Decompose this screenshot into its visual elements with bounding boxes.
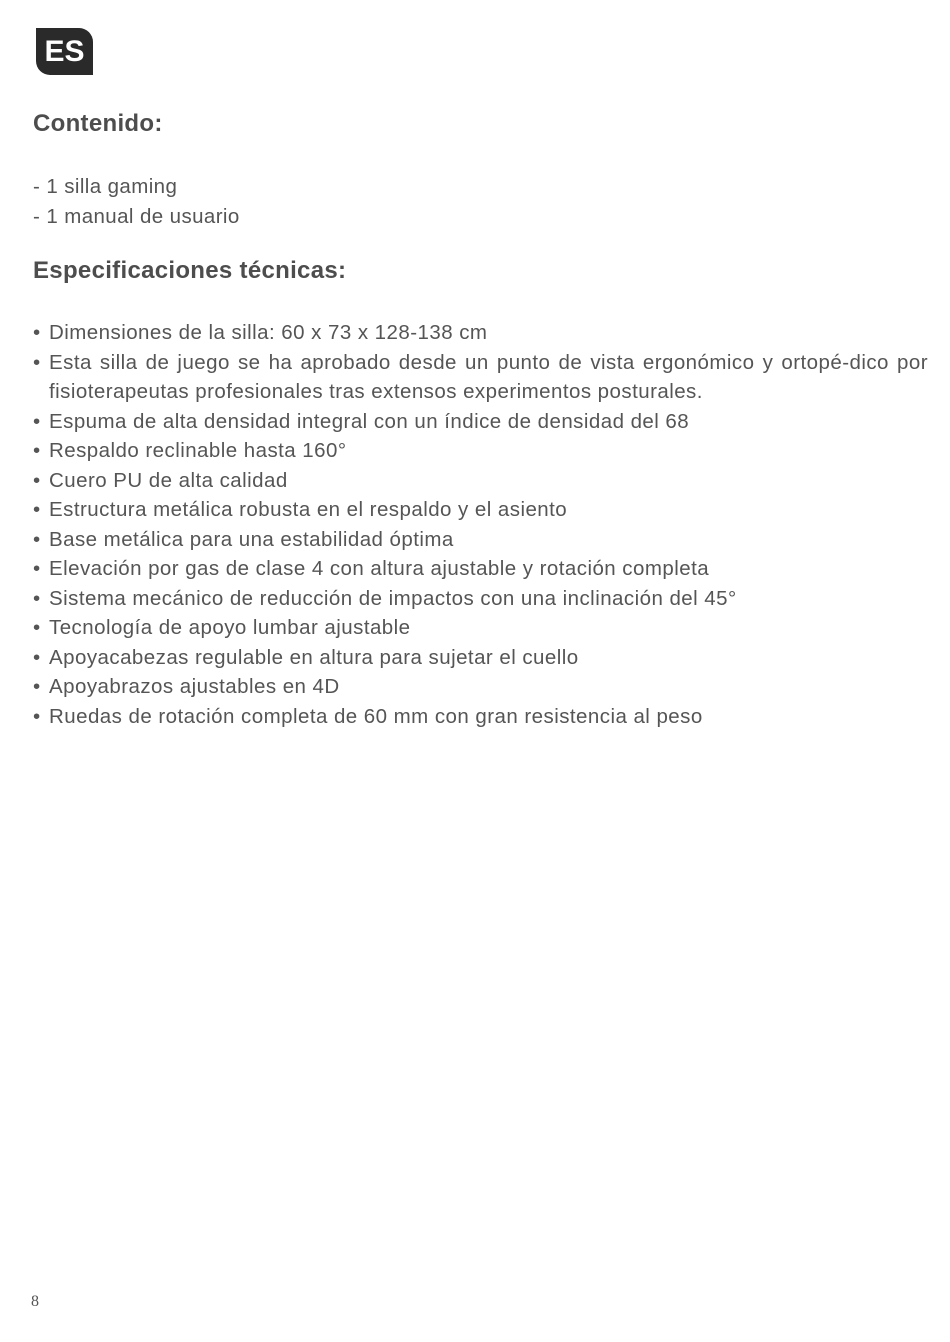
contents-heading: Contenido: — [33, 110, 163, 137]
specs-list — [33, 318, 928, 731]
spec-item: • Ruedas de rotación completa de 60 mm con gran resistencia al peso — [33, 702, 928, 732]
spec-item: • Cuero PU de alta calidad — [33, 466, 928, 496]
spec-item: • Elevación por gas de clase 4 con altura ajustable y rotación completa — [33, 554, 928, 584]
spec-item: • Respaldo reclinable hasta 160° — [33, 436, 928, 466]
specs-heading: Especificaciones técnicas: — [33, 257, 347, 284]
language-badge: ES — [36, 28, 93, 75]
spec-item: • Sistema mecánico de reducción de impactos con una inclinación del 45° — [33, 584, 928, 614]
spec-item: • Espuma de alta densidad integral con un índice de densidad del 68 — [33, 407, 928, 437]
contents-item: - 1 manual de usuario — [33, 204, 240, 228]
spec-item: • Apoyabrazos ajustables en 4D — [33, 672, 928, 702]
spec-item: • Estructura metálica robusta en el respaldo y el asiento — [33, 495, 928, 525]
contents-item: - 1 silla gaming — [33, 175, 178, 198]
page-number: 8 — [31, 1293, 39, 1310]
contents-list — [33, 172, 240, 231]
spec-item: • Apoyacabezas regulable en altura para sujetar el cuello — [33, 643, 928, 673]
spec-item: • Base metálica para una estabilidad óptima — [33, 525, 928, 555]
spec-item: • Esta silla de juego se ha aprobado desde un punto de vista ergonómico y ortopé-dico por fisioterapeutas profesionales tras extensos experimentos posturales. — [33, 348, 928, 407]
spec-item: • Tecnología de apoyo lumbar ajustable — [33, 613, 928, 643]
spec-item: • Dimensiones de la silla: 60 x 73 x 128-138 cm — [33, 318, 928, 348]
